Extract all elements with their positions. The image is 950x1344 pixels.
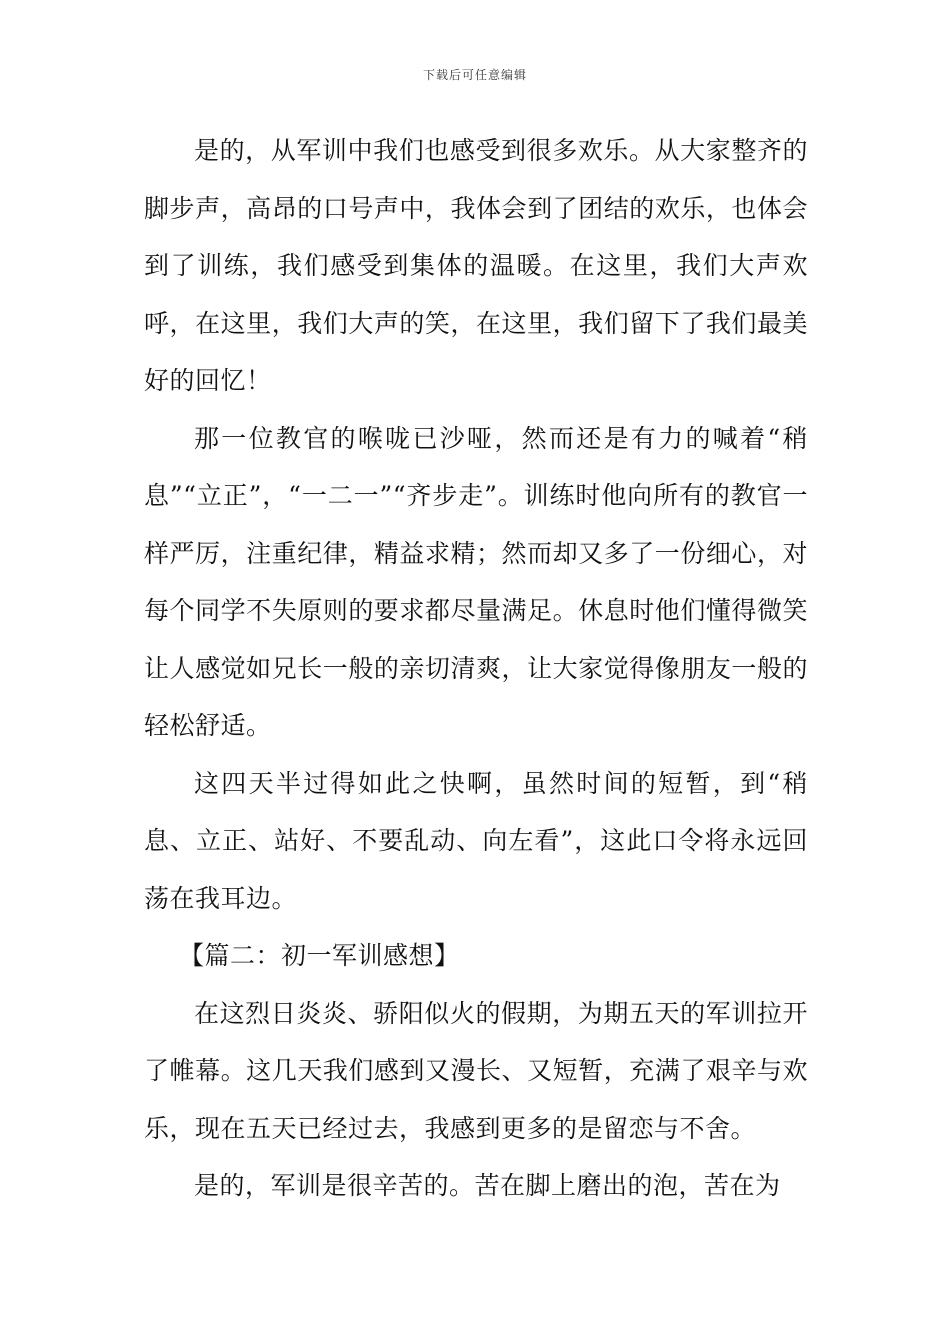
paragraph-2: 那一位教官的喉咙已沙哑，然而还是有力的喊着“稍息”“立正”，“一二一”“齐步走”。训练时他向所有的教官一样严厉，注重纪律，精益求精；然而却又多了一份细心，对每个同学不失原则的要求都尽量满足。休息时他们懂得微笑让人感觉如兄长一般的亲切清爽，让大家觉得像朋友一般的轻松舒适。	[144, 423, 808, 740]
document-body	[144, 122, 808, 1215]
paragraph-3: 这四天半过得如此之快啊，虽然时间的短暂，到“稍息、立正、站好、不要乱动、向左看”，这此口令将永远回荡在我耳边。	[144, 768, 808, 913]
page-header: 下载后可任意编辑	[422, 68, 527, 82]
section-heading: 【篇二：初一军训感想】	[179, 941, 460, 970]
paragraph-1: 是的，从军训中我们也感受到很多欢乐。从大家整齐的脚步声，高昂的口号声中，我体会到了团结的欢乐，也体会到了训练，我们感受到集体的温暖。在这里，我们大声欢呼，在这里，我们大声的笑，在这里，我们留下了我们最美好的回忆！	[144, 136, 808, 395]
paragraph-4: 在这烈日炎炎、骄阳似火的假期，为期五天的军训拉开了帷幕。这几天我们感到又漫长、又短暂，充满了艰辛与欢乐，现在五天已经过去，我感到更多的是留恋与不舍。	[144, 998, 808, 1143]
paragraph-5: 是的，军训是很辛苦的。苦在脚上磨出的泡，苦在为	[194, 1171, 781, 1200]
